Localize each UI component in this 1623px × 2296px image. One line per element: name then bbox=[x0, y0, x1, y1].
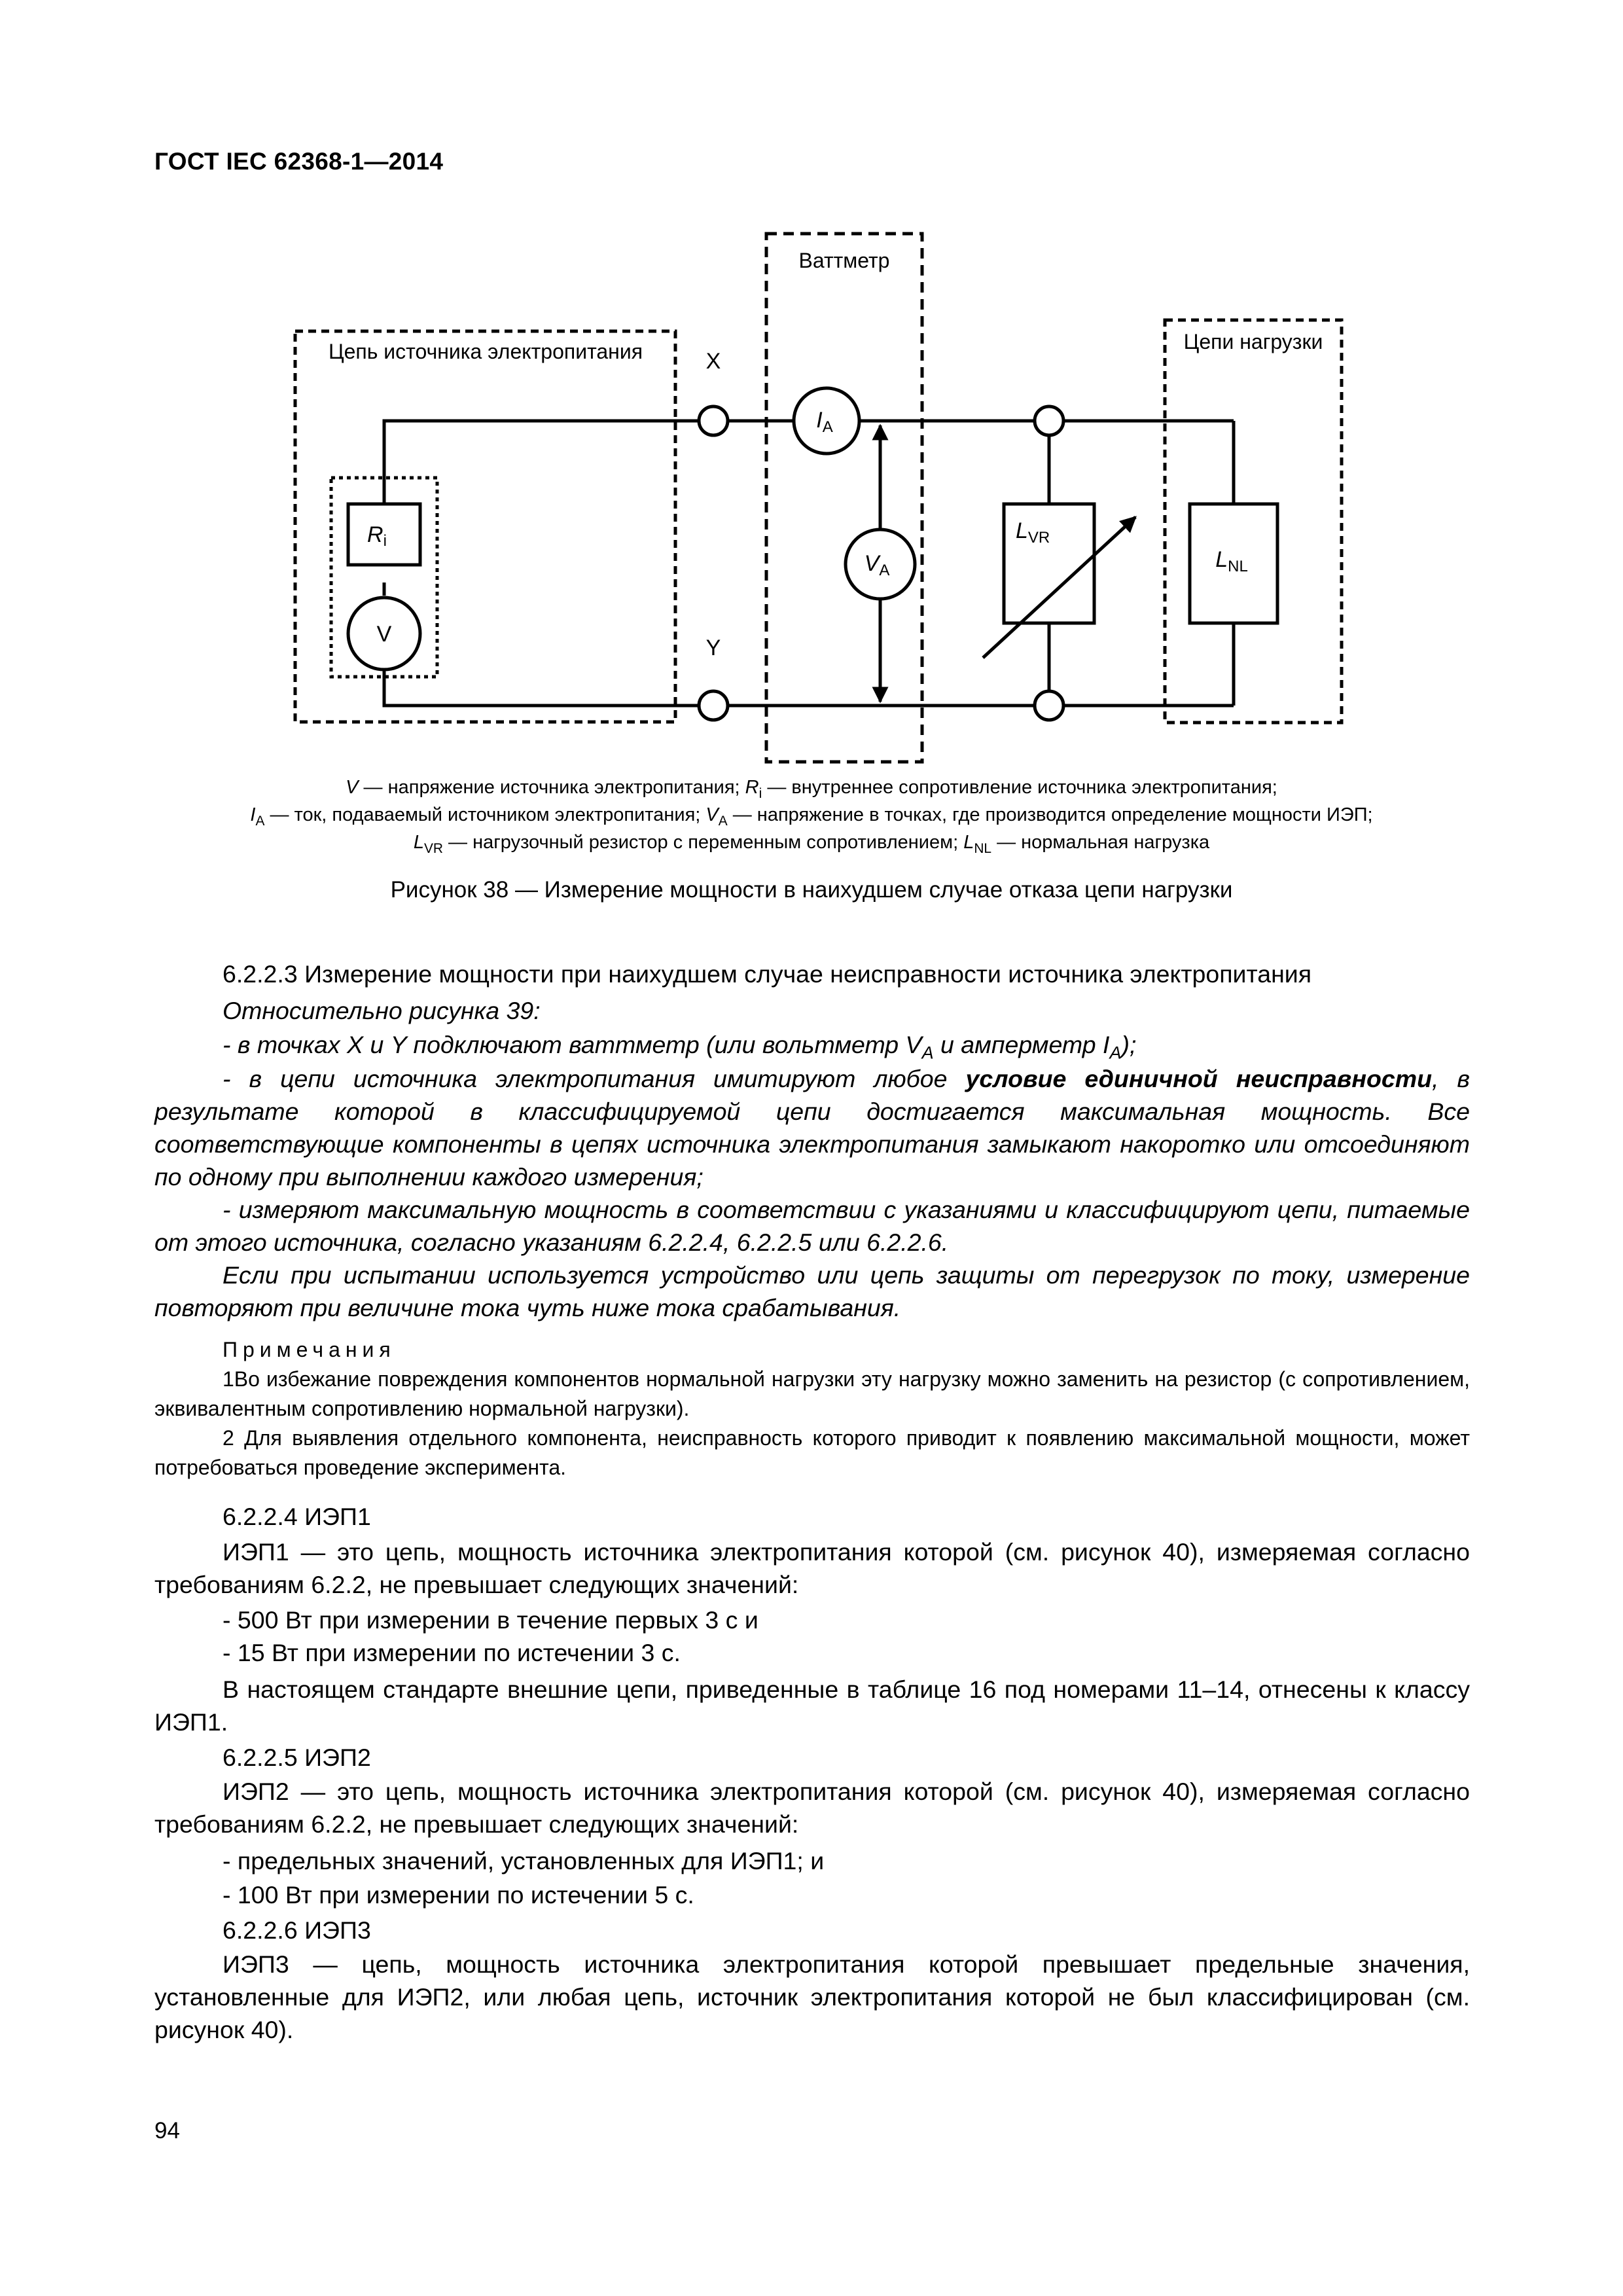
notes-heading: Примечания bbox=[223, 1338, 396, 1361]
terminal-x bbox=[699, 406, 728, 435]
wattmeter-box bbox=[766, 234, 922, 762]
figure-caption: Рисунок 38 — Измерение мощности в наихудшем случае отказа цепи нагрузки bbox=[390, 877, 1233, 903]
ia-label: $I_A$ bbox=[816, 408, 833, 436]
section-6224-text: ИЭП1 — это цепь, мощность источника электропитания которой (см. рисунок 40), измеряемая согласно требованиям 6.2.2, не превышает следующих значений: bbox=[154, 1538, 1470, 1598]
wires bbox=[384, 421, 1234, 706]
terminal-y bbox=[699, 691, 728, 720]
load-circuit-label: Цепи нагрузки bbox=[1183, 330, 1323, 353]
section-6224-item-1: - 500 Вт при измерении в течение первых 3 с и bbox=[223, 1606, 758, 1634]
figure-legend-line-2: $I_A$ — ток, подаваемый источником электропитания; $V_A$ — напряжение в точках, где производится определение мощности ИЭП; bbox=[250, 804, 1373, 829]
junction-bottom bbox=[1035, 691, 1063, 720]
wattmeter-label: Ваттметр bbox=[798, 249, 890, 272]
note-2: 2 Для выявления отдельного компонента, неисправность которого приводит к появлению максимальной мощности, может потребоваться проведение эксперимента. bbox=[154, 1426, 1470, 1479]
document-header: ГОСТ IEC 62368-1—2014 bbox=[154, 148, 444, 175]
section-6224-title: 6.2.2.4 ИЭП1 bbox=[223, 1503, 371, 1530]
section-6223-bullet-2: - в цепи источника электропитания имитируют любое условие единичной неисправности, в результате которой в классифицируемой цепи достигается максимальная мощность. Все соответствующие компоненты в цепях источника электропитания замыкают накоротко или отсоединяют по одному при выполнении каждого измерения; bbox=[154, 1065, 1471, 1191]
lnl-label: $L_{NL}$ bbox=[1215, 547, 1248, 575]
section-6225-item-1: - предельных значений, установленных для ИЭП1; и bbox=[223, 1847, 825, 1874]
lvr-label: $L_{VR}$ bbox=[1016, 518, 1050, 547]
v-label: V bbox=[376, 622, 392, 647]
section-6225-text: ИЭП2 — это цепь, мощность источника электропитания которой (см. рисунок 40), измеряемая согласно требованиям 6.2.2, не превышает следующих значений: bbox=[154, 1778, 1470, 1838]
point-y-label: Y bbox=[705, 636, 721, 660]
junction-top bbox=[1035, 406, 1063, 435]
figure-legend-line-1: V — напряжение источника электропитания; $R_i$ — внутреннее сопротивление источника электропитания; bbox=[346, 777, 1277, 801]
section-6224-item-2: - 15 Вт при измерении по истечении 3 с. bbox=[223, 1639, 681, 1666]
section-6223-bullet-1: - в точках X и Y подключают ваттметр (или вольтметр $V_A$ и амперметр $I_A$); bbox=[223, 1031, 1137, 1063]
section-6225-item-2: - 100 Вт при измерении по истечении 5 с. bbox=[223, 1881, 694, 1909]
section-6225-title: 6.2.2.5 ИЭП2 bbox=[223, 1744, 371, 1771]
section-6223-overcurrent-note: Если при испытании используется устройство или цепь защиты от перегрузок по току, измерение повторяют при величине тока чуть ниже тока срабатывания. bbox=[154, 1261, 1470, 1321]
page-number: 94 bbox=[154, 2118, 180, 2144]
note-1: 1Во избежание повреждения компонентов нормальной нагрузки эту нагрузку можно заменить на резистор (с сопротивлением, эквивалентным сопротивлению нормальной нагрузки). bbox=[154, 1367, 1470, 1420]
point-x-label: X bbox=[705, 349, 721, 374]
section-6226-text: ИЭП3 — цепь, мощность источника электропитания которой превышает предельные значения, установленные для ИЭП2, или любая цепь, источник электропитания которой не был классифицирован (см. рисунок 40). bbox=[154, 1950, 1470, 2043]
section-6223-title: 6.2.2.3 Измерение мощности при наихудшем случае неисправности источника электропитания bbox=[223, 960, 1312, 988]
circuit-diagram bbox=[0, 0, 1623, 785]
section-6223-reference: Относительно рисунка 39: bbox=[223, 997, 541, 1024]
va-label: $V_A$ bbox=[864, 551, 890, 579]
section-6226-title: 6.2.2.6 ИЭП3 bbox=[223, 1916, 371, 1944]
figure-legend-line-3: $L_{VR}$ — нагрузочный резистор с переменным сопротивлением; $L_{NL}$ — нормальная нагрузка bbox=[413, 832, 1210, 856]
section-6223-bullet-3: - измеряют максимальную мощность в соответствии с указаниями и классифицируют цепи, питаемые от этого источника, согласно указаниям 6.2.2.4, 6.2.2.5 или 6.2.2.6. bbox=[154, 1196, 1470, 1256]
source-circuit-label: Цепь источника электропитания bbox=[328, 340, 643, 363]
ri-label: Ri bbox=[367, 522, 387, 550]
section-6224-text-2: В настоящем стандарте внешние цепи, приведенные в таблице 16 под номерами 11–14, отнесены к классу ИЭП1. bbox=[154, 1676, 1470, 1736]
